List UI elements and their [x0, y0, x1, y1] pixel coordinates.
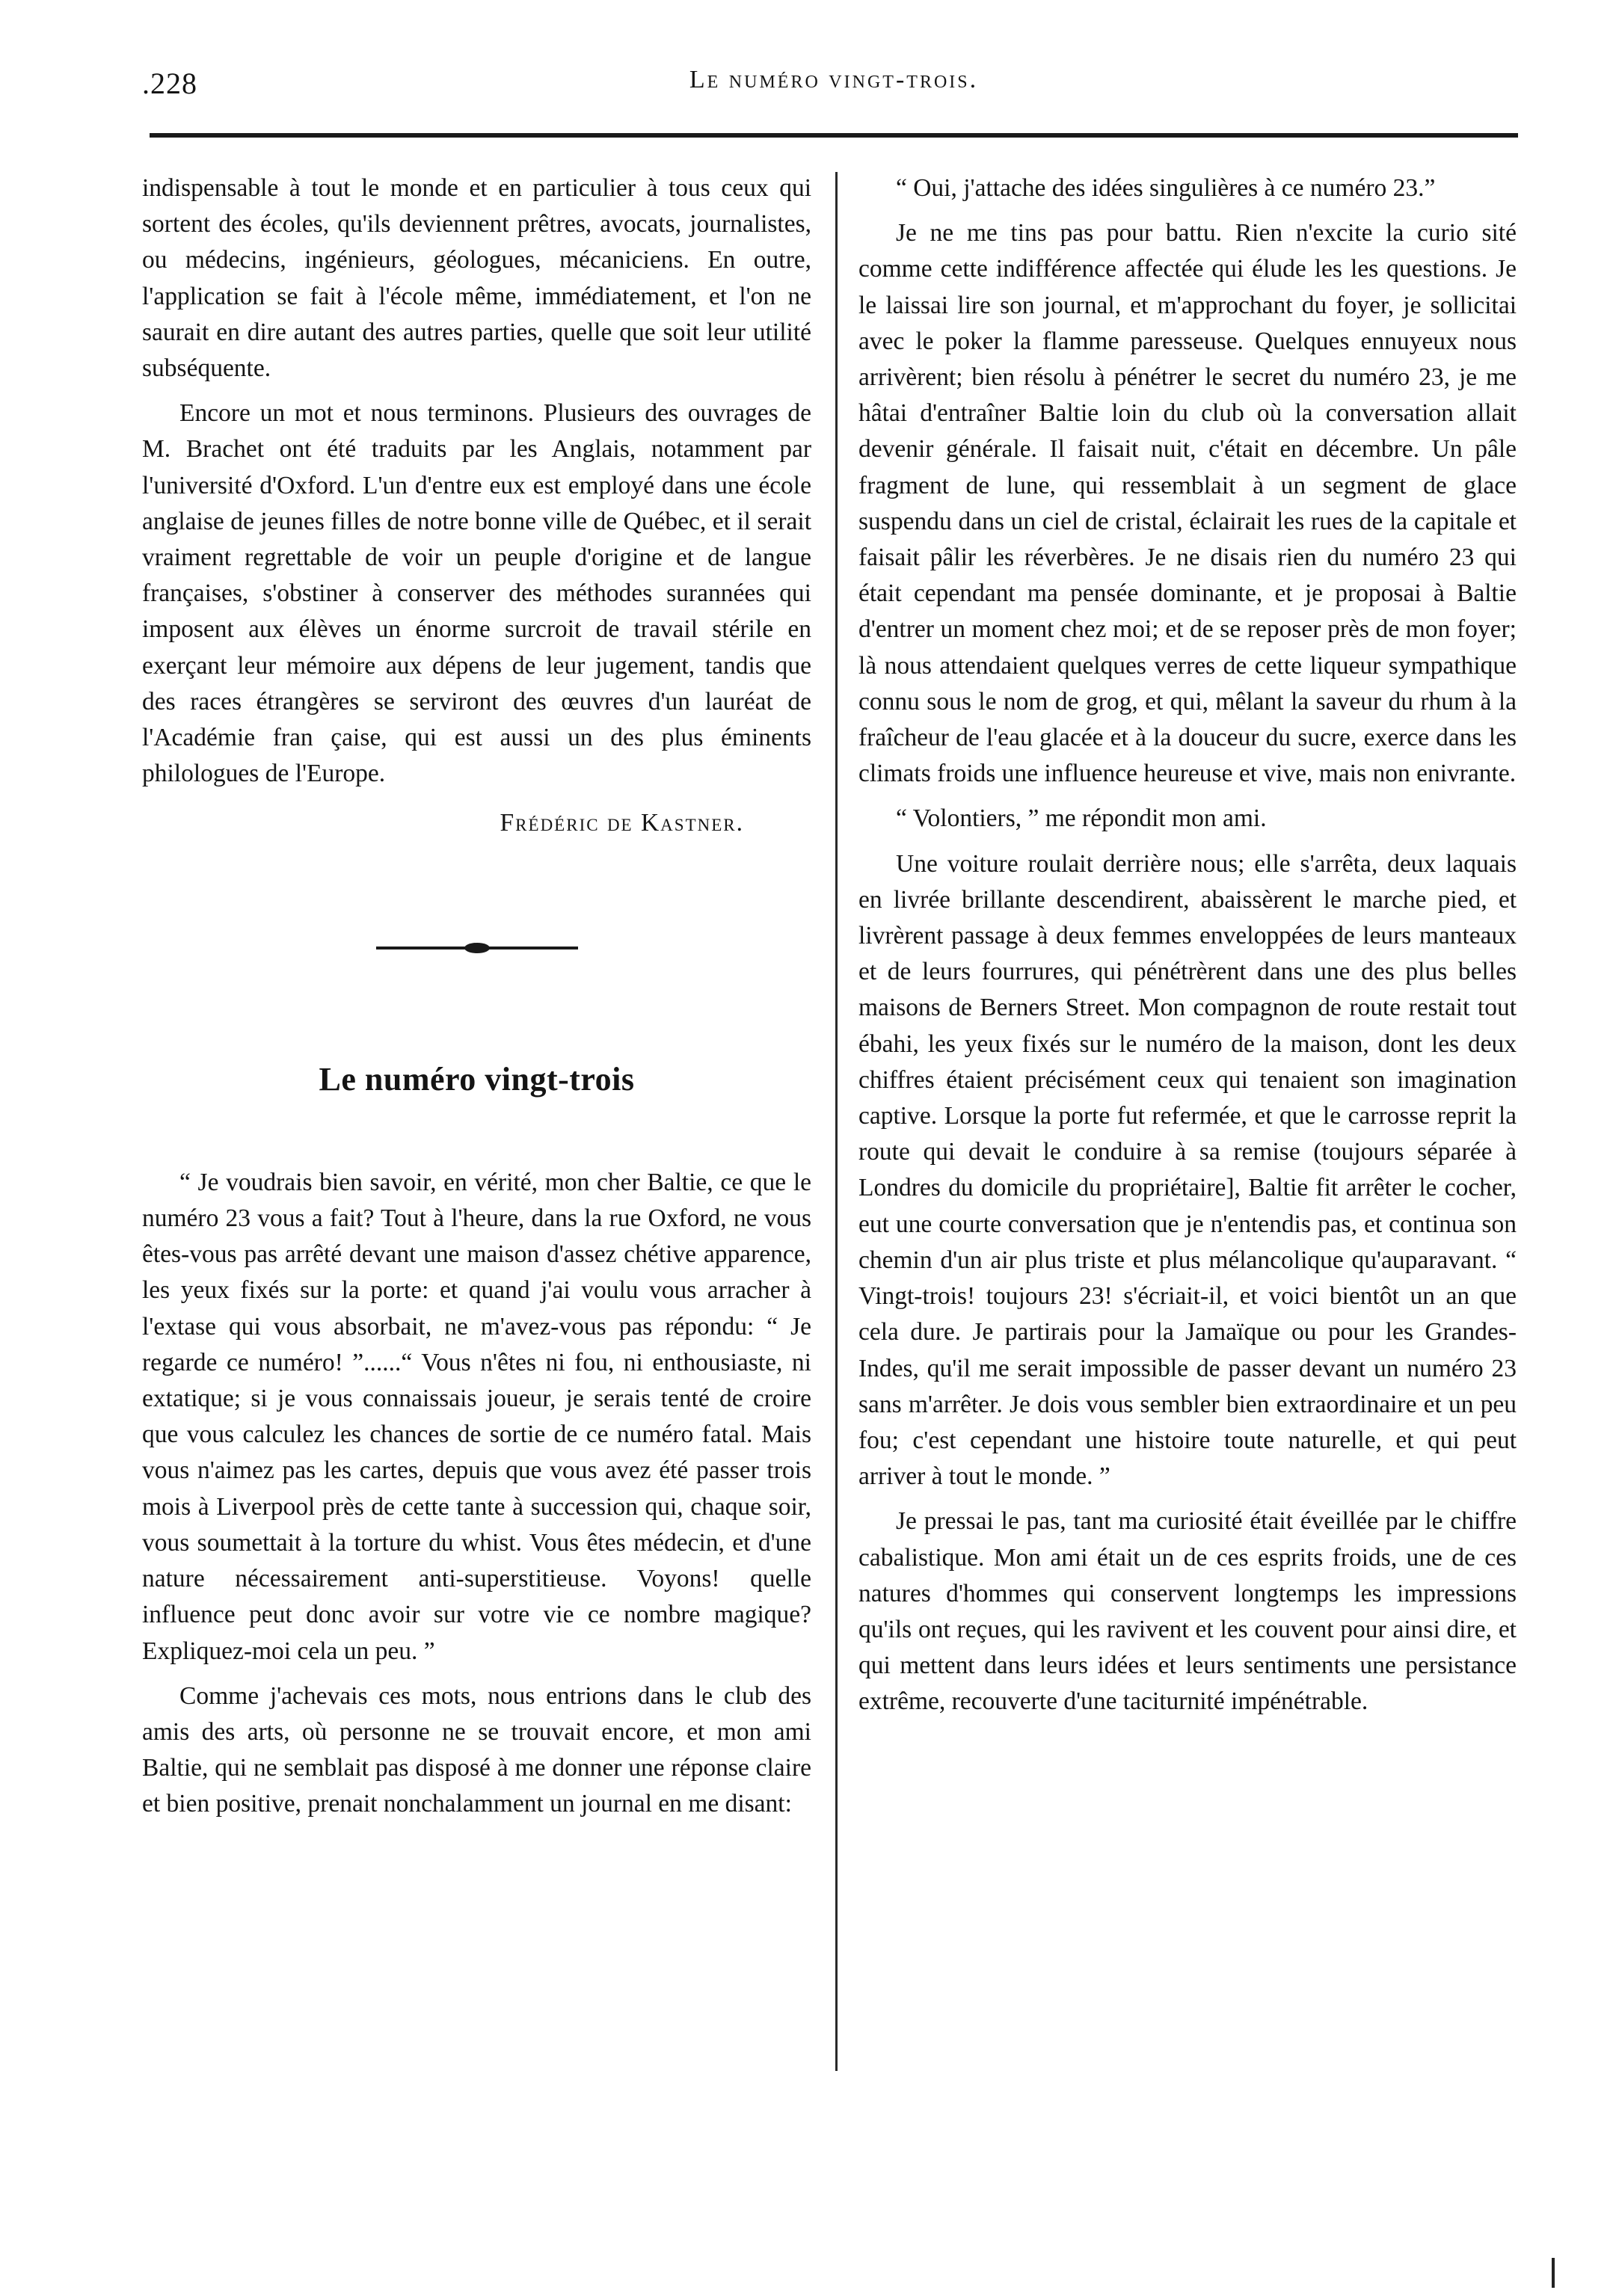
- paragraph: “ Volontiers, ” me répondit mon ami.: [896, 804, 1267, 833]
- column-divider: [835, 172, 838, 2071]
- paragraph: “ Je voudrais bien savoir, en vérité, mon cher Baltie, ce que le numéro 23 vous a fait? Tout à l'heure, dans la rue Oxford, ne vous êtes-vous pas arrêté devant une maison d'assez chétive apparence, les yeux fixés sur la porte: et quand j'ai voulu vous arracher à l'extase qui vous absorbait, ne m'avez-vous pas répondu: “ Je regarde ce numéro! ”......“ Vous n'êtes ni fou, ni enthousiaste, ni extatique; si je vous connaissais joueur, je serais tenté de croire que vous calculez les chances de sortie de ce numéro fatal. Mais vous n'aimez pas les cartes, depuis que vous avez été passer trois mois à Liverpool près de cette tante à succession qui, chaque soir, vous soumettait à la torture du whist. Vous êtes médecin, et d'une nature nécessairement anti-superstitieuse. Voyons! quelle influence peut donc avoir sur votre vie ce nombre magique? Expliquez-moi cela un peu. ”: [142, 1168, 811, 1665]
- article-title: Le numéro vingt-trois: [319, 1060, 635, 1098]
- left-column: [142, 170, 811, 1832]
- page-header: [142, 66, 1526, 111]
- paragraph: indispensable à tout le monde et en particulier à tous ceux qui sortent des écoles, qu'ils deviennent prêtres, avocats, journalistes, ou médecins, ingénieurs, géologues, mécaniciens. En outre, l'application se fait à l'école même, immédiatement, et l'on ne saurait en dire autant des autres parties, quelle que soit leur utilité subséquente.: [142, 174, 811, 383]
- paragraph: Comme j'achevais ces mots, nous entrions dans le club des amis des arts, où personne ne se trouvait encore, et mon ami Baltie, qui ne semblait pas disposé à me donner une réponse claire et bien positive, prenait nonchalamment un journal en me disant:: [142, 1681, 811, 1818]
- paragraph: Encore un mot et nous terminons. Plusieurs des ouvrages de M. Brachet ont été traduits par les Anglais, notamment par l'université d'Oxford. L'un d'entre eux est employé dans une école anglaise de jeunes filles de notre bonne ville de Québec, et il serait vraiment regrettable de voir un peuple d'origine et de langue françaises, s'obstiner à conserver des méthodes surannées qui imposent aux élèves un énorme surcroit de travail stérile en exerçant leur mémoire aux dépens de leur jugement, tandis que des races étrangères se serviront des œuvres d'un lauréat de l'Académie fran çaise, qui est aussi un des plus éminents philologues de l'Europe.: [142, 399, 811, 788]
- scan-edge-mark: [1552, 2258, 1555, 2288]
- header-rule: [150, 133, 1518, 138]
- paragraph: Je pressai le pas, tant ma curiosité était éveillée par le chiffre cabalistique. Mon ami était un de ces esprits froids, une de ces natures d'hommes qui conservent longtemps les impressions qu'ils ont reçues, qui les ravivent et les couvent pour ainsi dire, et qui mettent dans leurs idées et leurs sentiments une persistance extrême, recouverte d'une taciturnité impénétrable.: [858, 1507, 1517, 1716]
- page-number: .228: [142, 67, 197, 100]
- right-column: [858, 170, 1517, 1729]
- running-title: Le numéro vingt-trois.: [689, 66, 979, 93]
- paragraph: Je ne me tins pas pour battu. Rien n'excite la curio sité comme cette indifférence affectée qui élude les les questions. Je le laissai lire son journal, et m'approchant du foyer, je sollicitai avec le poker la flamme paresseuse. Quelques ennuyeux nous arrivèrent; bien résolu à pénétrer le secret du numéro 23, je me hâtai d'entraîner Baltie loin du club où la conversation allait devenir générale. Il faisait nuit, c'était en décembre. Un pâle fragment de lune, qui ressemblait à un segment de glace suspendu dans un ciel de cristal, éclairait les rues de la capitale et faisait pâlir les réverbères. Je ne disais rien du numéro 23 qui était cependant ma pensée dominante, et je proposai à Baltie d'entrer un moment chez moi; et de se reposer près de mon foyer; là nous attendaient quelques verres de cette liqueur sympathique connu sous le nom de grog, et qui, mêlant la saveur du rhum à la fraîcheur de l'eau glacée et à la douceur du sucre, exerce dans les climats froids une influence heureuse et vive, mais non enivrante.: [858, 219, 1517, 788]
- paragraph: Une voiture roulait derrière nous; elle s'arrêta, deux laquais en livrée brillante descendirent, abaissèrent le marche pied, et livrèrent passage à deux femmes enveloppées de leurs manteaux et de leurs fourrures, qui pénétrèrent dans une des plus belles maisons de Berners Street. Mon compagnon de route restait tout ébahi, les yeux fixés sur le numéro de la maison, dont les deux chiffres étaient précisément ceux qui tenaient son imagination captive. Lorsque la porte fut refermée, et que le carrosse reprit la route qui devait le conduire à sa remise (toujours séparée à Londres du domicile du propriétaire], Baltie fit arrêter le cocher, eut une courte conversation que je n'entendis pas, et continua son chemin d'un air plus triste et plus mélancolique qu'auparavant. “ Vingt-trois! toujours 23! s'écriait-il, et voici bientôt un an que cela dure. Je partirais pour la Jamaïque ou pour les Grandes-Indes, qu'il me serait impossible de passer devant un numéro 23 sans m'arrêter. Je dois vous sembler bien extraordinaire et un peu fou; c'est cependant une histoire toute naturelle, et qui peut arriver à tout le monde. ”: [858, 849, 1517, 1491]
- ornamental-divider: [376, 947, 578, 950]
- author-signature: Frédéric de Kastner.: [500, 809, 744, 837]
- paragraph: “ Oui, j'attache des idées singulières à ce numéro 23.”: [896, 174, 1436, 202]
